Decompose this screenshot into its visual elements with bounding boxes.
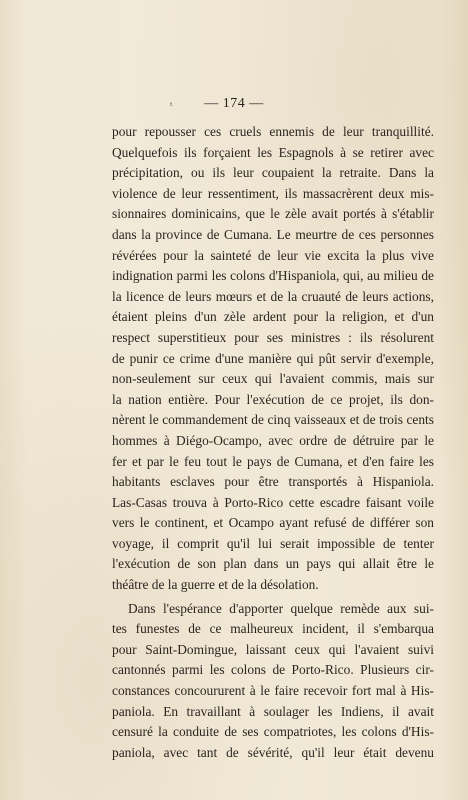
text-line: théâtre de la guerre et de la désolation. [112, 577, 319, 593]
text-line: nèrent le commandement de cinq vaisseaux et de trois cents [112, 412, 434, 428]
text-line: vers le continent, et Ocampo ayant refusé de différer son [112, 515, 434, 531]
page-number: — 174 — [204, 96, 264, 111]
text-line: indignation parmi les colons d'Hispaniola, qui, au milieu de [112, 268, 434, 284]
text-line: l'exécution de son plan dans un pays qui allait être le [112, 556, 434, 572]
text-line: tes funestes de ce malheureux incident, il s'embarqua [112, 621, 434, 637]
text-line: la nation entière. Pour l'exécution de ce projet, ils don- [112, 391, 434, 407]
text-line: Dans l'espérance d'apporter quelque remède aux sui- [128, 600, 434, 616]
text-line: voyage, il comprit qu'il lui serait impossible de tenter [112, 535, 434, 551]
text-line: constances concoururent à le faire recevoir fort mal à His- [112, 683, 434, 699]
text-line: la licence de leurs mœurs et de la cruauté de leurs actions, [112, 288, 434, 304]
body-text [112, 122, 434, 763]
text-line: non-seulement sur ceux qui l'avaient commis, mais sur [112, 371, 434, 387]
text-line: Quelquefois ils forçaient les Espagnols à se retirer avec [112, 144, 434, 160]
text-line: dans la province de Cumana. Le meurtre de ces personnes [112, 226, 434, 242]
paragraph [112, 122, 434, 596]
text-line: précipitation, ou ils leur coupaient la retraite. Dans la [112, 165, 434, 181]
text-line: paniola, avec tant de sévérité, qu'il leur était devenu [112, 744, 434, 760]
text-line: révérées pour la sainteté de leur vie excita la plus vive [112, 247, 434, 263]
text-line: respect superstitieux pour ses ministres : ils résolurent [112, 329, 434, 345]
text-line: paniola. En travaillant à soulager les Indiens, il avait [112, 703, 434, 719]
text-line: sionnaires dominicains, que le zèle avait portés à s'établir [112, 206, 434, 222]
text-line: fer et par le feu tout le pays de Cumana, et d'en faire les [112, 453, 434, 469]
text-line: violence de leur ressentiment, ils massacrèrent deux mis- [112, 185, 434, 201]
text-line: pour Saint-Domingue, laissant ceux qui l'avaient suivi [112, 641, 434, 657]
text-line: hommes à Diégo-Ocampo, avec ordre de détruire par le [112, 432, 434, 448]
text-line: étaient pleins d'un zèle ardent pour la religion, et d'un [112, 309, 434, 325]
stray-ink-mark: ₜ [170, 98, 173, 109]
text-line: de punir ce crime d'une manière qui pût servir d'exemple, [112, 350, 434, 366]
text-line: cantonnés parmi les colons de Porto-Rico. Plusieurs cir- [112, 662, 434, 678]
text-line: Las-Casas trouva à Porto-Rico cette escadre faisant voile [112, 494, 434, 510]
text-line: habitants esclaves pour être transportés à Hispaniola. [112, 474, 434, 490]
text-line: censuré la conduite de ses compatriotes, les colons d'His- [112, 724, 434, 740]
text-line: pour repousser ces cruels ennemis de leur tranquillité. [112, 124, 434, 139]
paragraph [112, 599, 434, 764]
